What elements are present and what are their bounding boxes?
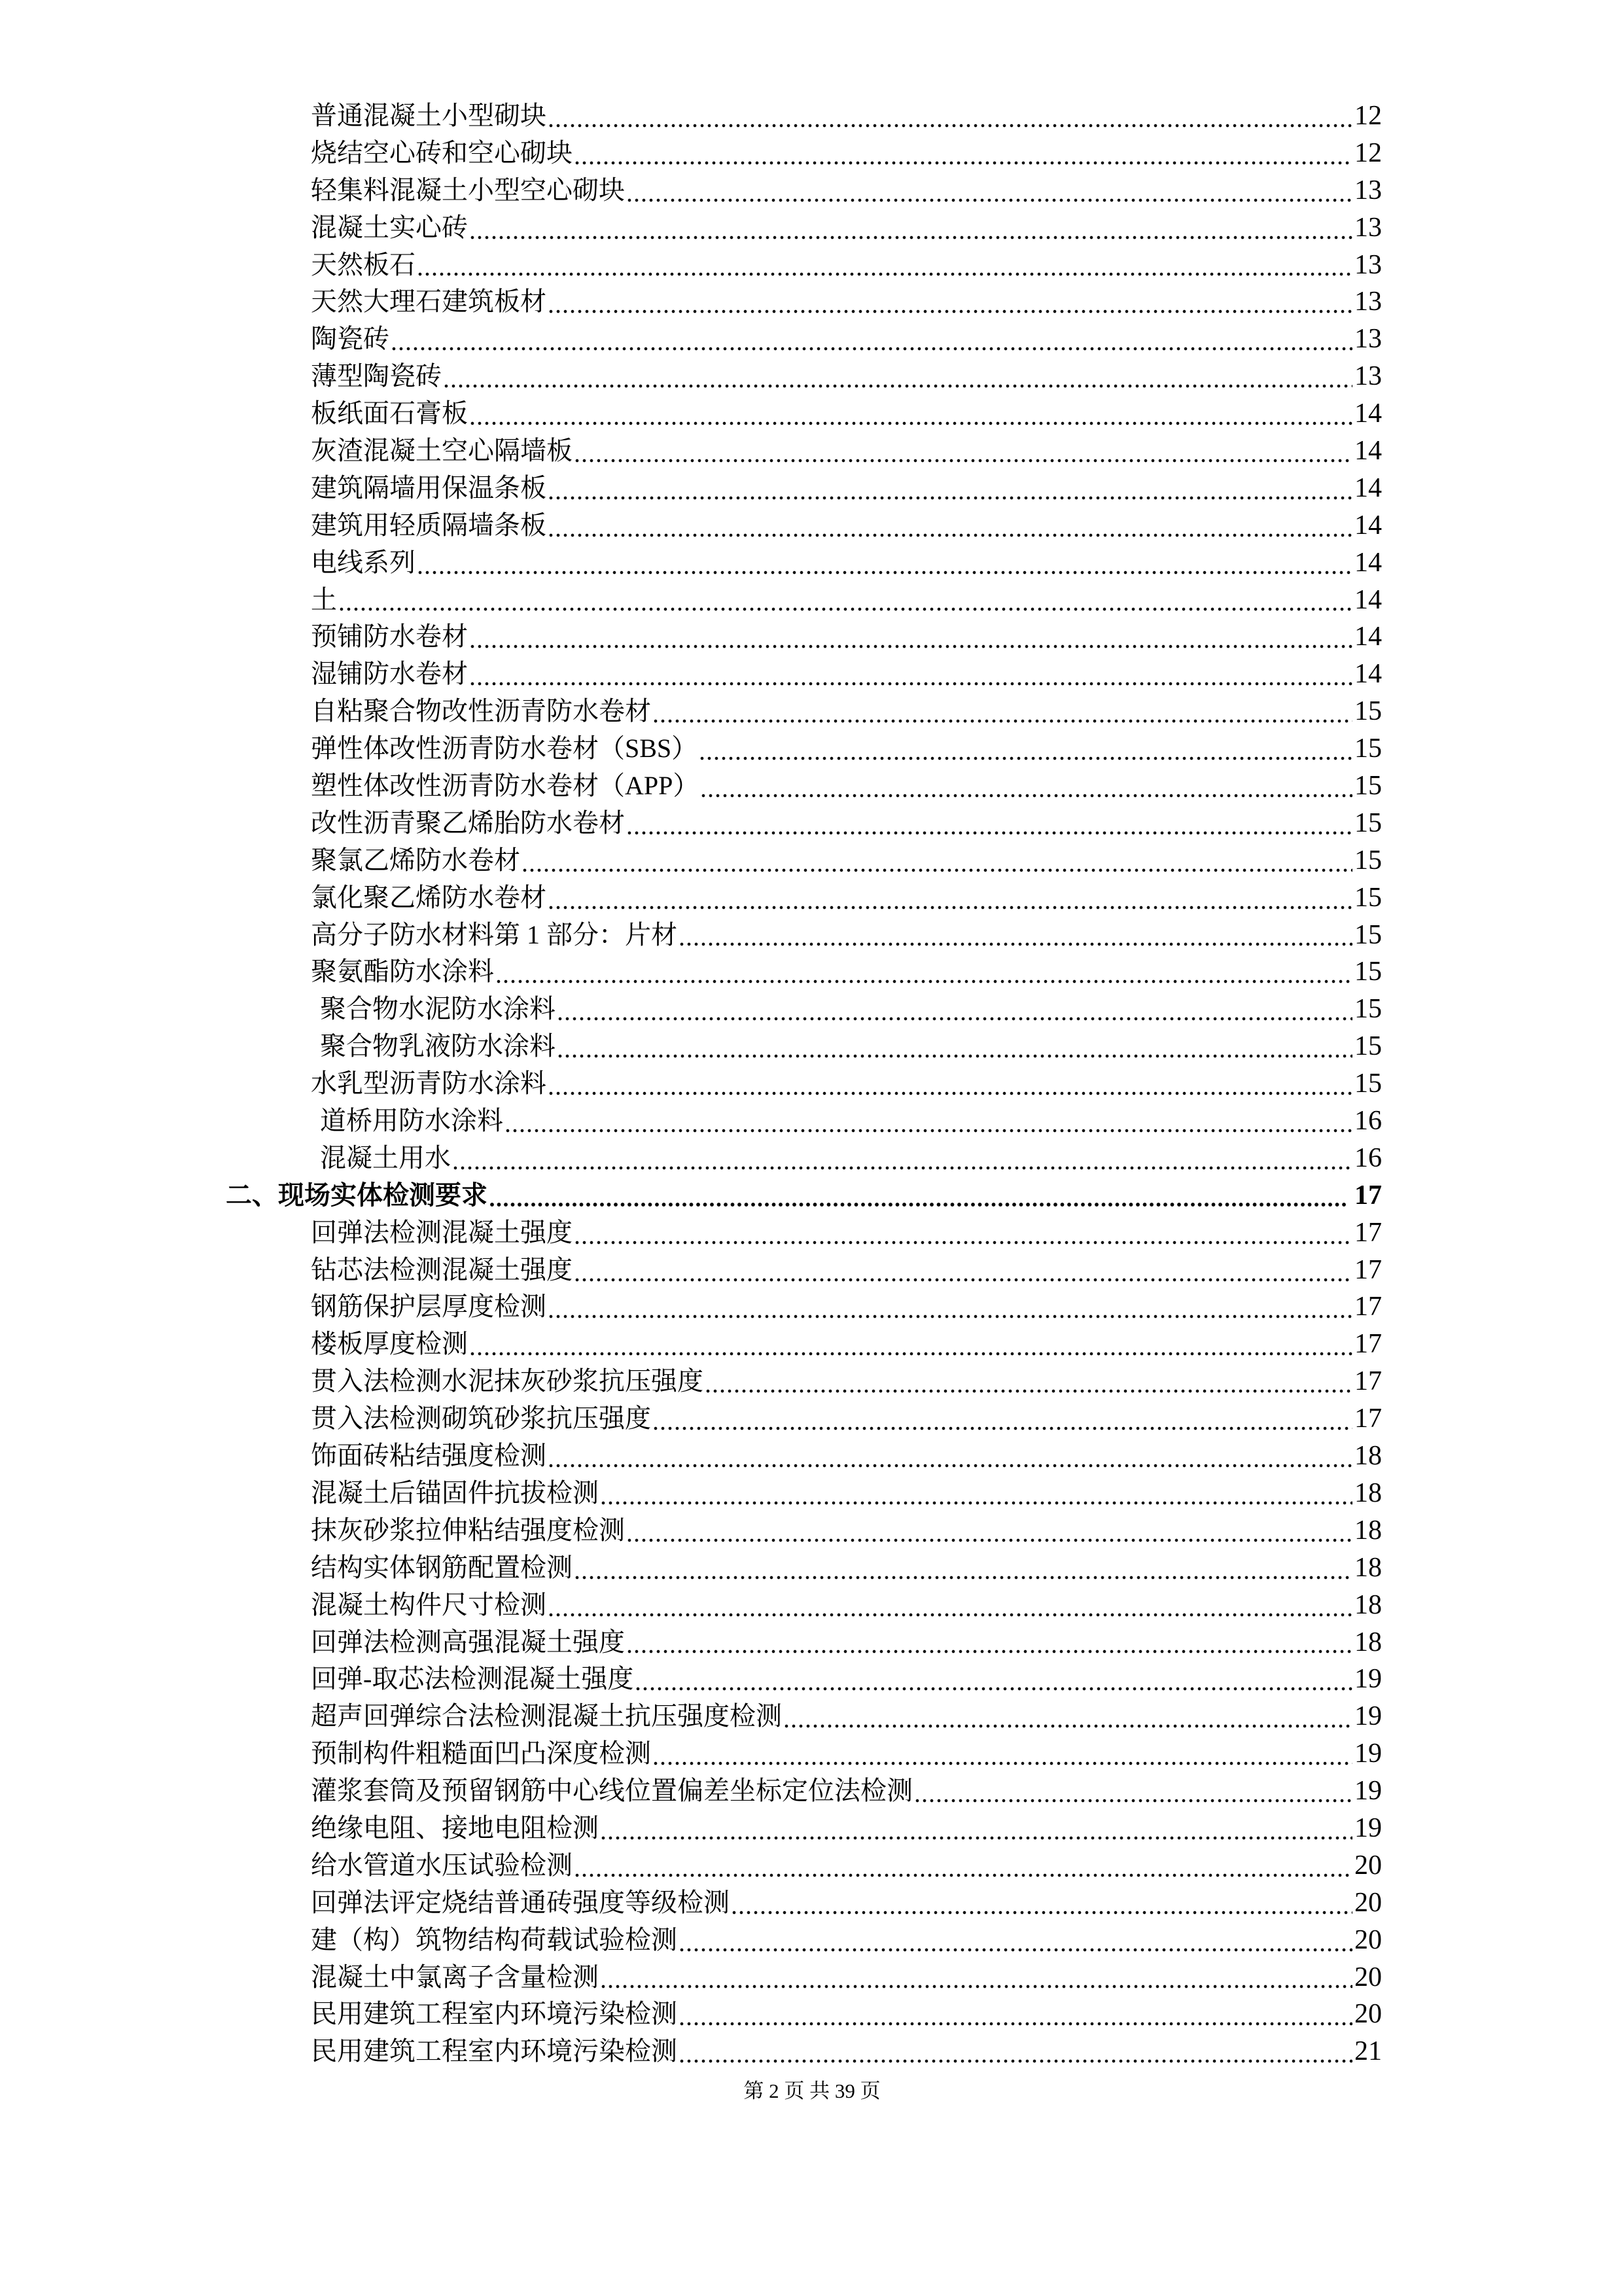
toc-entry[interactable] [226,1549,1382,1587]
toc-entry-label: 弹性体改性沥青防水卷材（SBS） [311,733,698,764]
toc-entry-page: 20 [1354,1850,1382,1881]
toc-entry-label: 结构实体钢筋配置检测 [311,1552,573,1582]
toc-leader-dots [546,879,1354,917]
toc-entry[interactable] [226,618,1382,656]
toc-entry-label: 钢筋保护层厚度检测 [311,1292,546,1322]
toc-entry-page: 14 [1354,622,1382,652]
toc-entry-label: 二、现场实体检测要求 [226,1180,487,1210]
toc-entry-page: 14 [1354,547,1382,578]
toc-entry[interactable] [226,693,1382,730]
toc-leader-dots [703,1363,1354,1400]
toc-entry-label: 建筑用轻质隔墙条板 [311,510,546,540]
toc-leader-dots [415,247,1354,284]
toc-leader-dots [633,1661,1354,1698]
toc-leader-dots [442,358,1354,395]
toc-leader-dots [468,618,1354,656]
toc-leader-dots [546,1587,1354,1624]
toc-entry-label: 民用建筑工程室内环境污染检测 [311,1999,677,2029]
toc-entry[interactable] [226,582,1382,619]
toc-entry[interactable] [226,433,1382,470]
toc-leader-dots [651,693,1354,730]
toc-entry-page: 15 [1354,919,1382,950]
toc-entry-label: 灌浆套筒及预留钢筋中心线位置偏差坐标定位法检测 [311,1776,913,1806]
toc-leader-dots [468,1326,1354,1363]
toc-entry-label: 回弹法检测高强混凝土强度 [311,1627,625,1657]
toc-leader-dots [546,1065,1354,1103]
toc-entry-label: 烧结空心砖和空心砌块 [311,137,573,168]
toc-leader-dots [730,1884,1354,1922]
toc-leader-dots [625,172,1354,209]
toc-entry[interactable] [226,321,1382,358]
toc-entry[interactable] [226,1773,1382,1810]
toc-entry-page: 20 [1354,1924,1382,1955]
toc-entry[interactable] [226,247,1382,284]
toc-entry-page: 21 [1354,2036,1382,2067]
toc-entry-label: 普通混凝土小型砌块 [311,100,546,130]
toc-entry-page: 14 [1354,659,1382,690]
toc-entry-page: 13 [1354,287,1382,317]
toc-entry-label: 电线系列 [311,547,415,577]
toc-entry-label: 轻集料混凝土小型空心砌块 [311,175,625,205]
toc-leader-dots [546,283,1354,321]
toc-entry-label: 回弹法评定烧结普通砖强度等级检测 [311,1887,730,1917]
toc-entry[interactable] [226,1177,1382,1214]
toc-entry-page: 13 [1354,212,1382,243]
toc-entry-page: 14 [1354,472,1382,503]
toc-entry[interactable] [226,1624,1382,1661]
toc-entry-page: 13 [1354,324,1382,355]
toc-entry-label: 混凝土后锚固件抗拔检测 [311,1477,599,1508]
toc-entry-page: 18 [1354,1515,1382,1545]
toc-entry-page: 15 [1354,807,1382,838]
toc-entry-page: 17 [1354,1217,1382,1248]
toc-entry-label: 自粘聚合物改性沥青防水卷材 [311,696,651,726]
toc-entry-page: 15 [1354,994,1382,1025]
toc-entry-label: 高分子防水材料第 1 部分：片材 [311,919,677,949]
toc-entry-page: 17 [1354,1180,1382,1210]
toc-entry[interactable] [226,1922,1382,1959]
toc-leader-dots [556,1028,1354,1065]
toc-entry-label: 聚合物水泥防水涂料 [320,994,556,1024]
toc-entry-label: 湿铺防水卷材 [311,659,468,689]
toc-entry-page: 15 [1354,1069,1382,1099]
toc-entry[interactable] [226,1140,1382,1177]
toc-entry-page: 13 [1354,361,1382,392]
toc-entry-label: 抹灰砂浆拉伸粘结强度检测 [311,1515,625,1545]
toc-entry-label: 混凝土实心砖 [311,212,468,242]
toc-leader-dots [697,730,1354,768]
toc-leader-dots [573,1214,1354,1252]
toc-leader-dots [487,1177,1354,1214]
toc-entry-page: 19 [1354,1776,1382,1807]
toc-entry[interactable] [226,842,1382,879]
toc-list [226,97,1382,2070]
toc-entry-page: 15 [1354,733,1382,764]
toc-entry[interactable] [226,1810,1382,1847]
toc-entry-label: 陶瓷砖 [311,324,389,354]
toc-entry-page: 17 [1354,1329,1382,1360]
toc-leader-dots [520,842,1354,879]
toc-entry-label: 天然大理石建筑板材 [311,287,546,317]
toc-entry-page: 13 [1354,249,1382,280]
toc-entry[interactable] [226,507,1382,544]
toc-entry-label: 水乳型沥青防水涂料 [311,1069,546,1099]
toc-entry-label: 建（构）筑物结构荷载试验检测 [311,1924,677,1954]
toc-entry-page: 15 [1354,957,1382,987]
toc-leader-dots [677,2033,1354,2070]
toc-leader-dots [468,209,1354,247]
toc-entry-page: 15 [1354,882,1382,913]
toc-entry[interactable] [226,1884,1382,1922]
toc-entry-page: 12 [1354,100,1382,131]
toc-entry-page: 19 [1354,1701,1382,1732]
toc-entry[interactable] [226,172,1382,209]
toc-leader-dots [389,321,1354,358]
toc-leader-dots [468,395,1354,433]
toc-entry-label: 道桥用防水涂料 [320,1106,503,1136]
toc-entry-page: 15 [1354,696,1382,727]
toc-leader-dots [625,805,1354,842]
toc-leader-dots [573,1252,1354,1289]
toc-entry-label: 贯入法检测水泥抹灰砂浆抗压强度 [311,1366,703,1396]
toc-entry-label: 给水管道水压试验检测 [311,1850,573,1880]
toc-entry[interactable] [226,805,1382,842]
toc-leader-dots [494,953,1354,991]
page-footer: 第 2 页 共 39 页 [743,2079,881,2102]
toc-entry[interactable] [226,470,1382,507]
toc-entry[interactable] [226,135,1382,172]
toc-entry-page: 15 [1354,845,1382,875]
toc-entry-label: 聚合物乳液防水涂料 [320,1031,556,1061]
toc-entry-label: 饰面砖粘结强度检测 [311,1441,546,1471]
toc-entry[interactable] [226,1475,1382,1512]
toc-entry-label: 民用建筑工程室内环境污染检测 [311,2036,677,2066]
toc-leader-dots [625,1512,1354,1549]
toc-entry-page: 16 [1354,1142,1382,1173]
toc-entry[interactable] [226,1289,1382,1326]
toc-entry-page: 14 [1354,584,1382,615]
toc-entry[interactable] [226,953,1382,991]
toc-entry[interactable] [226,1661,1382,1698]
toc-entry[interactable] [226,656,1382,693]
toc-entry-label: 聚氯乙烯防水卷材 [311,845,520,875]
toc-entry-label: 板纸面石膏板 [311,398,468,429]
toc-entry-label: 回弹法检测混凝土强度 [311,1217,573,1247]
toc-leader-dots [699,768,1354,805]
toc-entry-label: 钻芯法检测混凝土强度 [311,1254,573,1284]
toc-entry-page: 19 [1354,1664,1382,1695]
toc-entry[interactable] [226,1847,1382,1884]
toc-leader-dots [503,1103,1354,1140]
toc-leader-dots [651,1735,1354,1773]
toc-entry-page: 19 [1354,1812,1382,1843]
toc-entry-page: 17 [1354,1292,1382,1322]
toc-entry[interactable] [226,97,1382,135]
toc-entry[interactable] [226,283,1382,321]
toc-entry-label: 土 [311,584,337,614]
toc-leader-dots [546,507,1354,544]
toc-leader-dots [913,1773,1354,1810]
toc-entry[interactable] [226,1400,1382,1438]
toc-leader-dots [546,1438,1354,1475]
toc-entry[interactable] [226,991,1382,1028]
toc-entry-page: 18 [1354,1552,1382,1583]
toc-entry-label: 绝缘电阻、接地电阻检测 [311,1812,599,1843]
toc-entry-page: 18 [1354,1441,1382,1472]
toc-leader-dots [546,470,1354,507]
toc-entry[interactable] [226,917,1382,954]
toc-entry-page: 19 [1354,1739,1382,1769]
toc-leader-dots [677,1922,1354,1959]
toc-leader-dots [599,1475,1354,1512]
toc-entry-label: 预铺防水卷材 [311,622,468,652]
toc-leader-dots [451,1140,1354,1177]
toc-entry-page: 14 [1354,510,1382,540]
toc-entry[interactable] [226,1065,1382,1103]
toc-entry[interactable] [226,358,1382,395]
toc-entry[interactable] [226,395,1382,433]
toc-entry-label: 氯化聚乙烯防水卷材 [311,882,546,912]
toc-entry-label: 塑性体改性沥青防水卷材（APP） [311,771,699,801]
toc-entry-page: 17 [1354,1254,1382,1285]
toc-leader-dots [573,1549,1354,1587]
toc-entry[interactable] [226,1028,1382,1065]
toc-leader-dots [546,97,1354,135]
toc-leader-dots [599,1959,1354,1996]
toc-entry-page: 14 [1354,436,1382,466]
toc-leader-dots [415,544,1354,582]
toc-entry-label: 天然板石 [311,249,415,279]
toc-entry-page: 15 [1354,1031,1382,1062]
toc-leader-dots [556,991,1354,1028]
toc-entry-label: 混凝土中氯离子含量检测 [311,1962,599,1992]
toc-entry-label: 预制构件粗糙面凹凸深度检测 [311,1739,651,1769]
toc-entry-page: 14 [1354,398,1382,429]
toc-entry-page: 12 [1354,137,1382,168]
toc-entry-label: 聚氨酯防水涂料 [311,957,494,987]
toc-entry-page: 15 [1354,771,1382,802]
toc-entry[interactable] [226,1103,1382,1140]
toc-entry-page: 17 [1354,1404,1382,1434]
toc-entry-label: 薄型陶瓷砖 [311,361,442,391]
toc-entry[interactable] [226,544,1382,582]
toc-entry[interactable] [226,1214,1382,1252]
toc-entry[interactable] [226,2033,1382,2070]
toc-entry[interactable] [226,768,1382,805]
toc-entry-page: 18 [1354,1589,1382,1620]
toc-entry-page: 20 [1354,1887,1382,1918]
toc-leader-dots [573,135,1354,172]
toc-leader-dots [573,433,1354,470]
toc-entry-label: 改性沥青聚乙烯胎防水卷材 [311,807,625,838]
toc-entry-page: 20 [1354,1999,1382,2030]
toc-entry-page: 17 [1354,1366,1382,1397]
toc-leader-dots [625,1624,1354,1661]
toc-entry-label: 回弹-取芯法检测混凝土强度 [311,1664,634,1694]
toc-leader-dots [599,1810,1354,1847]
toc-entry-page: 20 [1354,1962,1382,1992]
toc-entry[interactable] [226,1252,1382,1289]
toc-leader-dots [337,582,1354,619]
toc-entry-page: 18 [1354,1627,1382,1657]
toc-entry-page: 16 [1354,1106,1382,1137]
toc-entry[interactable] [226,879,1382,917]
toc-entry-label: 混凝土用水 [320,1142,451,1173]
toc-leader-dots [677,917,1354,954]
toc-leader-dots [782,1698,1354,1735]
toc-entry[interactable] [226,1512,1382,1549]
toc-entry-label: 灰渣混凝土空心隔墙板 [311,436,573,465]
toc-entry-label: 贯入法检测砌筑砂浆抗压强度 [311,1404,651,1434]
toc-leader-dots [677,1996,1354,2033]
toc-entry[interactable] [226,1959,1382,1996]
toc-entry[interactable] [226,1996,1382,2033]
toc-entry[interactable] [226,1698,1382,1735]
toc-leader-dots [468,656,1354,693]
toc-entry-label: 混凝土构件尺寸检测 [311,1589,546,1619]
toc-entry-page: 13 [1354,175,1382,205]
toc-entry-label: 超声回弹综合法检测混凝土抗压强度检测 [311,1701,782,1731]
toc-entry-label: 楼板厚度检测 [311,1329,468,1359]
toc-entry-label: 建筑隔墙用保温条板 [311,472,546,503]
toc-entry[interactable] [226,1438,1382,1475]
toc-entry[interactable] [226,730,1382,768]
toc-entry-page: 18 [1354,1477,1382,1508]
toc-entry[interactable] [226,1587,1382,1624]
toc-entry[interactable] [226,209,1382,247]
toc-leader-dots [651,1400,1354,1438]
toc-entry[interactable] [226,1326,1382,1363]
toc-leader-dots [546,1289,1354,1326]
toc-entry[interactable] [226,1363,1382,1400]
toc-entry[interactable] [226,1735,1382,1773]
toc-leader-dots [573,1847,1354,1884]
